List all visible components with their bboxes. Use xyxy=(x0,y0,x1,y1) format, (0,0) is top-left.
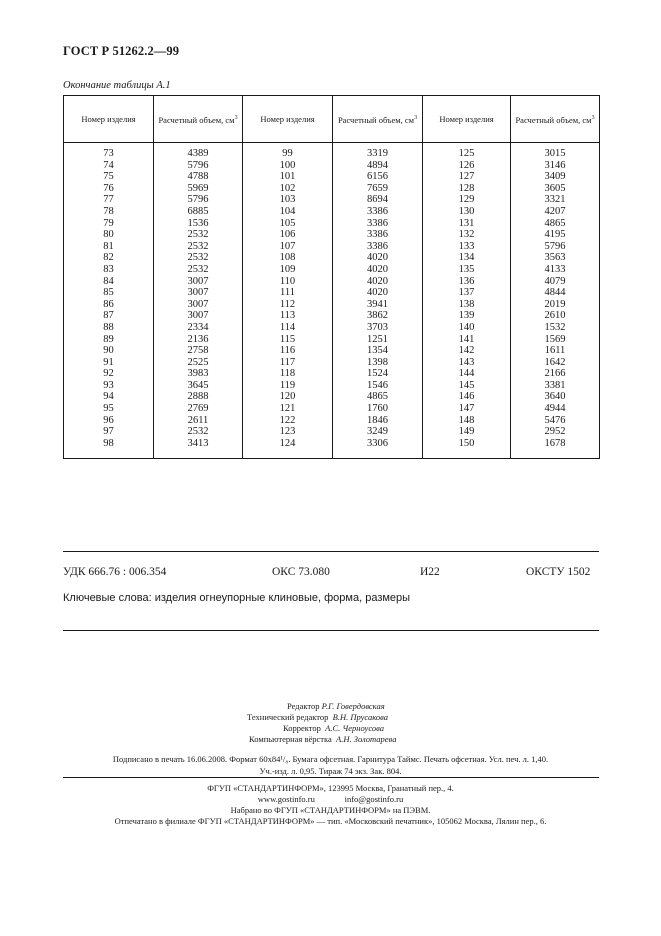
item-number-cell: 147 xyxy=(458,403,475,415)
item-number-cell: 76 xyxy=(103,182,114,194)
volume-cell: 2888 xyxy=(187,391,209,403)
item-number-cell: 148 xyxy=(458,414,475,426)
volume-cell: 1846 xyxy=(367,414,388,426)
item-number-cell: 131 xyxy=(458,217,475,229)
publisher-email[interactable]: info@gostinfo.ru xyxy=(344,794,404,804)
volume-cell: 2532 xyxy=(187,229,209,241)
group-code: И22 xyxy=(420,566,440,578)
volume-cell: 3703 xyxy=(367,321,388,333)
volume-cell: 2532 xyxy=(187,426,209,438)
item-number-cell: 100 xyxy=(279,159,296,171)
volume-cell: 6156 xyxy=(367,171,388,183)
volume-cell: 3381 xyxy=(544,379,566,391)
item-number-cell: 126 xyxy=(458,159,475,171)
publisher-site[interactable]: www.gostinfo.ru xyxy=(257,794,315,804)
item-number-cell: 138 xyxy=(458,298,475,310)
item-number-cell: 141 xyxy=(458,333,475,345)
volume-cell: 1532 xyxy=(544,321,566,333)
volume-cell: 2019 xyxy=(544,298,566,310)
volume-cell: 6885 xyxy=(187,205,209,217)
item-number-cell: 99 xyxy=(282,148,293,159)
volume-cell: 1611 xyxy=(544,345,566,357)
item-number-cell: 121 xyxy=(279,403,296,415)
volume-cell: 3007 xyxy=(187,298,209,310)
volume-cell: 2611 xyxy=(187,414,209,426)
item-number-cell: 105 xyxy=(279,217,296,229)
item-number-cell: 112 xyxy=(279,298,296,310)
item-number-cell: 86 xyxy=(103,298,114,310)
item-number-cell: 102 xyxy=(279,182,296,194)
item-number-cell: 108 xyxy=(279,252,296,264)
volume-cell: 5796 xyxy=(187,159,209,171)
item-number-column xyxy=(423,143,511,459)
volume-cell: 4020 xyxy=(367,263,388,275)
volume-cell: 4389 xyxy=(187,148,209,159)
data-table xyxy=(63,95,600,459)
publisher-line1: ФГУП «СТАНДАРТИНФОРМ», 123995 Москва, Гранатный пер., 4. xyxy=(207,783,454,793)
volume-cell: 4865 xyxy=(367,391,388,403)
credit-layout: Компьютерная вёрстка А.Н. Золотарева xyxy=(249,734,397,744)
item-number-cell: 142 xyxy=(458,345,475,357)
volume-cell: 5969 xyxy=(187,182,209,194)
item-number-column xyxy=(64,143,154,459)
item-number-cell: 125 xyxy=(458,148,475,159)
item-number-cell: 85 xyxy=(103,287,114,299)
volume-cell: 4079 xyxy=(544,275,566,287)
volume-cell: 4207 xyxy=(544,205,566,217)
udk-code: УДК 666.76 : 006.354 xyxy=(63,566,167,578)
volume-cell: 3983 xyxy=(187,368,209,380)
volume-cell: 3007 xyxy=(187,275,209,287)
item-number-cell: 120 xyxy=(279,391,296,403)
item-number-cell: 98 xyxy=(103,437,114,449)
item-number-cell: 129 xyxy=(458,194,475,206)
volume-cell: 3413 xyxy=(187,437,209,449)
item-number-cell: 103 xyxy=(279,194,296,206)
item-number-cell: 106 xyxy=(279,229,296,241)
volume-cell: 2136 xyxy=(187,333,209,345)
volume-cell: 3319 xyxy=(367,148,388,159)
table-caption: Окончание таблицы А.1 xyxy=(63,80,171,91)
volume-cell: 3015 xyxy=(544,148,566,159)
item-number-cell: 89 xyxy=(103,333,114,345)
keywords: Ключевые слова: изделия огнеупорные клиновые, форма, размеры xyxy=(63,592,411,604)
item-number-cell: 136 xyxy=(458,275,475,287)
item-number-cell: 87 xyxy=(103,310,114,322)
item-number-cell: 127 xyxy=(458,171,475,183)
okstu-code: ОКСТУ 1502 xyxy=(526,566,591,578)
volume-cell: 2610 xyxy=(544,310,566,322)
volume-cell: 1398 xyxy=(367,356,388,368)
volume-cell: 3007 xyxy=(187,287,209,299)
volume-column xyxy=(154,143,243,459)
item-number-cell: 73 xyxy=(103,148,114,159)
volume-cell: 3306 xyxy=(367,437,388,449)
item-number-cell: 80 xyxy=(103,229,114,241)
item-number-cell: 124 xyxy=(279,437,296,449)
item-number-cell: 93 xyxy=(103,379,114,391)
item-number-cell: 134 xyxy=(458,252,475,264)
volume-cell: 2532 xyxy=(187,263,209,275)
volume-cell: 3321 xyxy=(544,194,566,206)
volume-cell: 5796 xyxy=(187,194,209,206)
volume-cell: 1536 xyxy=(187,217,209,229)
item-number-cell: 135 xyxy=(458,263,475,275)
publisher-line4: Отпечатано в филиале ФГУП «СТАНДАРТИНФОРМ» — тип. «Московский печатник», 105062 Москва, Лялин пер., 6. xyxy=(114,816,547,826)
item-number-cell: 107 xyxy=(279,240,296,252)
item-number-cell: 81 xyxy=(103,240,114,252)
volume-cell: 1546 xyxy=(367,379,388,391)
item-number-cell: 77 xyxy=(103,194,114,206)
item-number-cell: 117 xyxy=(279,356,296,368)
item-number-cell: 122 xyxy=(279,414,296,426)
volume-cell: 3386 xyxy=(367,229,388,241)
volume-cell: 4865 xyxy=(544,217,566,229)
volume-cell: 1524 xyxy=(367,368,388,380)
volume-cell: 4894 xyxy=(367,159,388,171)
volume-cell: 3605 xyxy=(544,182,566,194)
volume-cell: 5796 xyxy=(544,240,566,252)
item-number-cell: 97 xyxy=(103,426,114,438)
volume-cell: 2166 xyxy=(544,368,566,380)
volume-cell: 3409 xyxy=(544,171,566,183)
print-info-line2: Уч.-изд. л. 0,95. Тираж 74 экз. Зак. 804. xyxy=(259,766,402,776)
volume-cell: 3563 xyxy=(544,252,566,264)
column-header-item: Номер изделия xyxy=(64,96,154,143)
volume-cell: 3862 xyxy=(367,310,388,322)
volume-cell: 4020 xyxy=(367,275,388,287)
item-number-cell: 143 xyxy=(458,356,475,368)
volume-cell: 1642 xyxy=(544,356,566,368)
volume-column xyxy=(333,143,423,459)
item-number-cell: 113 xyxy=(279,310,296,322)
item-number-cell: 96 xyxy=(103,414,114,426)
table-header-row xyxy=(64,96,600,143)
credit-tech-editor: Технический редактор В.Н. Прусакова xyxy=(247,712,388,722)
item-number-cell: 116 xyxy=(279,345,296,357)
item-number-cell: 74 xyxy=(103,159,114,171)
volume-cell: 3007 xyxy=(187,310,209,322)
column-header-volume: Расчетный объем, $см^3$ xyxy=(511,96,600,143)
item-number-cell: 130 xyxy=(458,205,475,217)
item-number-cell: 110 xyxy=(279,275,296,287)
volume-cell: 1569 xyxy=(544,333,566,345)
item-number-cell: 79 xyxy=(103,217,114,229)
volume-column xyxy=(511,143,600,459)
table-body-row xyxy=(64,143,600,459)
volume-cell: 4133 xyxy=(544,263,566,275)
item-number-cell: 150 xyxy=(458,437,475,449)
item-number-cell: 92 xyxy=(103,368,114,380)
volume-cell: 2525 xyxy=(187,356,209,368)
item-number-cell: 94 xyxy=(103,391,114,403)
item-number-cell: 128 xyxy=(458,182,475,194)
oks-code: ОКС 73.080 xyxy=(272,566,330,578)
volume-cell: 4844 xyxy=(544,287,566,299)
volume-cell: 5476 xyxy=(544,414,566,426)
item-number-cell: 84 xyxy=(103,275,114,287)
bottom-rule xyxy=(63,630,599,631)
volume-cell: 4020 xyxy=(367,252,388,264)
volume-cell: 3386 xyxy=(367,217,388,229)
item-number-cell: 137 xyxy=(458,287,475,299)
item-number-cell: 91 xyxy=(103,356,114,368)
item-number-cell: 132 xyxy=(458,229,475,241)
volume-cell: 2532 xyxy=(187,252,209,264)
item-number-cell: 88 xyxy=(103,321,114,333)
item-number-cell: 83 xyxy=(103,263,114,275)
item-number-cell: 149 xyxy=(458,426,475,438)
item-number-cell: 101 xyxy=(279,171,296,183)
item-number-cell: 139 xyxy=(458,310,475,322)
item-number-cell: 95 xyxy=(103,403,114,415)
document-header: ГОСТ Р 51262.2—99 xyxy=(63,44,180,58)
volume-cell: 3249 xyxy=(367,426,388,438)
column-header-item: Номер изделия xyxy=(243,96,333,143)
volume-cell: 1760 xyxy=(367,403,388,415)
item-number-cell: 133 xyxy=(458,240,475,252)
item-number-cell: 90 xyxy=(103,345,114,357)
volume-cell: 4944 xyxy=(544,403,566,415)
volume-cell: 2769 xyxy=(187,403,209,415)
volume-cell: 3146 xyxy=(544,159,566,171)
item-number-cell: 140 xyxy=(458,321,475,333)
volume-cell: 2758 xyxy=(187,345,209,357)
volume-cell: 1251 xyxy=(367,333,388,345)
publisher-rule xyxy=(63,777,599,778)
item-number-cell: 75 xyxy=(103,171,114,183)
volume-cell: 2532 xyxy=(187,240,209,252)
volume-cell: 2334 xyxy=(187,321,209,333)
item-number-cell: 78 xyxy=(103,205,114,217)
volume-cell: 4788 xyxy=(187,171,209,183)
volume-cell: 1678 xyxy=(544,437,566,449)
print-info-line1: Подписано в печать 16.06.2008. Формат 60x84¹/₈. Бумага офсетная. Гарнитура Таймс. Печать офсетная. Усл. печ. л. 1,40. xyxy=(112,754,549,764)
volume-cell: 8694 xyxy=(367,194,388,206)
volume-cell: 3386 xyxy=(367,205,388,217)
item-number-cell: 111 xyxy=(280,287,295,299)
volume-cell: 3941 xyxy=(367,298,388,310)
item-number-cell: 146 xyxy=(458,391,475,403)
volume-cell: 2952 xyxy=(544,426,566,438)
column-header-item: Номер изделия xyxy=(423,96,511,143)
volume-cell: 3645 xyxy=(187,379,209,391)
item-number-cell: 115 xyxy=(279,333,296,345)
credit-editor: Редактор Р.Г. Говердовская xyxy=(287,701,385,711)
item-number-cell: 104 xyxy=(279,205,296,217)
volume-cell: 1354 xyxy=(367,345,388,357)
publisher-line3: Набрано во ФГУП «СТАНДАРТИНФОРМ» на ПЭВМ. xyxy=(230,805,431,815)
volume-cell: 4020 xyxy=(367,287,388,299)
item-number-cell: 119 xyxy=(279,379,296,391)
item-number-cell: 145 xyxy=(458,379,475,391)
volume-cell: 3386 xyxy=(367,240,388,252)
item-number-cell: 109 xyxy=(279,263,296,275)
publisher-contacts xyxy=(0,794,661,805)
item-number-cell: 118 xyxy=(279,368,296,380)
item-number-cell: 114 xyxy=(279,321,296,333)
volume-cell: 4195 xyxy=(544,229,566,241)
credit-proofreader: Корректор А.С. Черноусова xyxy=(283,723,385,733)
column-header-volume: Расчетный объем, $см^3$ xyxy=(154,96,243,143)
item-number-column xyxy=(243,143,333,459)
item-number-cell: 82 xyxy=(103,252,114,264)
item-number-cell: 123 xyxy=(279,426,296,438)
column-header-volume: Расчетный объем, $см^3$ xyxy=(333,96,423,143)
item-number-cell: 144 xyxy=(458,368,475,380)
top-rule xyxy=(63,551,599,552)
volume-cell: 7659 xyxy=(367,182,388,194)
volume-cell: 3640 xyxy=(544,391,566,403)
